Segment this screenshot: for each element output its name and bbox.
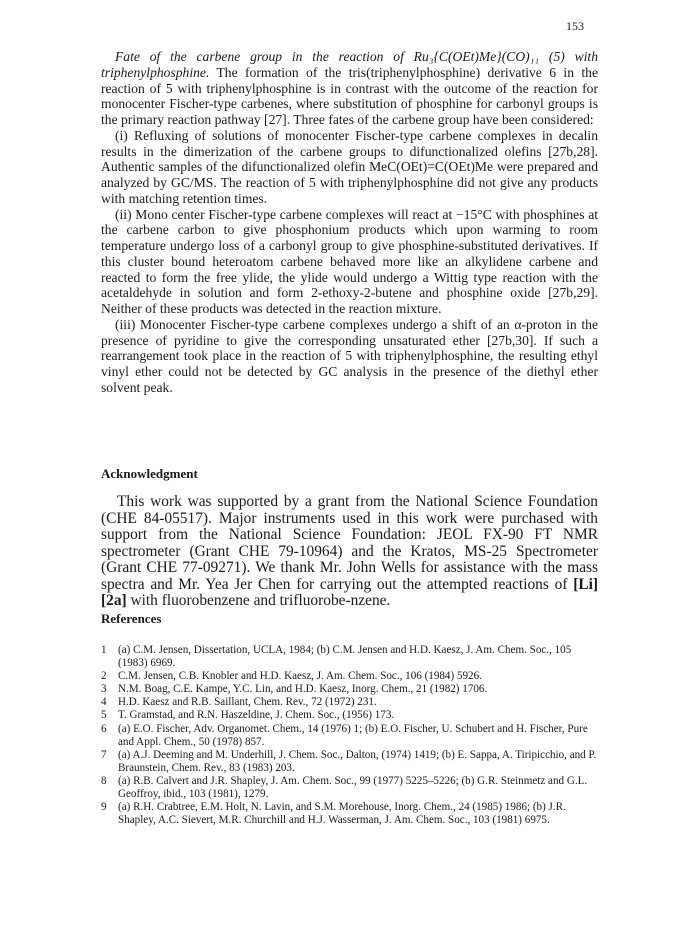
reference-item xyxy=(101,775,598,801)
reference-number: 3 xyxy=(101,683,107,696)
reference-number: 8 xyxy=(101,774,107,787)
reference-number: 5 xyxy=(101,709,107,722)
reference-item xyxy=(101,644,598,670)
acknowledgment-paragraph xyxy=(101,494,598,610)
reference-text: N.M. Boag, C.E. Kampe, Y.C. Lin, and H.D. Kaesz, Inorg. Chem., 21 (1982) 1706. xyxy=(118,683,488,696)
section-intro: The formation of the tris(triphenylphosphine) derivative 6 in the reaction of 5 with triphenylphosphine is in contrast with the outcome of the reaction for monocenter Fischer-type carbenes, where substitution of phosphine for carbonyl groups is the primary reaction pathway [27]. Three fates of the carbene group have been considered: xyxy=(101,64,598,127)
reference-text: C.M. Jensen, C.B. Knobler and H.D. Kaesz, J. Am. Chem. Soc., 106 (1984) 5926. xyxy=(118,670,482,683)
body-text xyxy=(101,49,598,396)
acknowledgment-heading: Acknowledgment xyxy=(101,466,198,481)
reference-text: H.D. Kaesz and R.B. Saillant, Chem. Rev., 72 (1972) 231. xyxy=(118,696,377,709)
reference-text: (a) E.O. Fischer, Adv. Organomet. Chem., 14 (1976) 1; (b) E.O. Fischer, U. Schubert and H. Fischer, Pure and Appl. Chem., 50 (1978) 857. xyxy=(118,722,588,748)
paragraph-iii: (iii) Monocenter Fischer-type carbene complexes undergo a shift of an α-proton in the presence of pyridine to give the corresponding unsaturated ether [27b,30]. If such a rearrangement took place in the reaction of 5 with triphenylphosphine, the resulting ethyl vinyl ether could not be detected by GC analysis in the presence of the diethyl ether solvent peak. xyxy=(101,316,598,395)
acknowledgment-compound: [Li][2a] xyxy=(101,575,598,609)
reference-item xyxy=(101,683,598,696)
page-number: 153 xyxy=(566,19,584,33)
acknowledgment-text-before: This work was supported by a grant from the National Science Foundation (CHE 84-05517). Major instruments used in this work were purchased with support from the National Science Foundation: JEOL FX-90 FT NMR spectrometer (Grant CHE 79-10964) and the Kratos, MS-25 Spectrometer (Grant CHE 77-09271). We thank Mr. John Wells for assistance with the mass spectra and Mr. Yea Jer Chen for carrying out the attempted reactions of xyxy=(101,493,598,593)
reference-item xyxy=(101,801,598,827)
reference-item xyxy=(101,709,598,722)
reference-text: (a) R.B. Calvert and J.R. Shapley, J. Am. Chem. Soc., 99 (1977) 5225–5226; (b) G.R. Steinmetz and G.L. Geoffroy, ibid., 103 (1981), 1279. xyxy=(118,774,588,801)
section-opening-paragraph xyxy=(101,49,598,128)
reference-item xyxy=(101,723,598,749)
acknowledgment-text xyxy=(101,494,598,610)
reference-text: (a) A.J. Deeming and M. Underhill, J. Chem. Soc., Dalton, (1974) 1419; (b) E. Sappa, A. Tiripicchio, and P. Braunstein, Chem. Rev., 83 (1983) 203. xyxy=(118,748,597,774)
reference-number: 7 xyxy=(101,748,107,761)
reference-number: 4 xyxy=(101,696,107,709)
reference-number: 2 xyxy=(101,670,107,683)
reference-number: 6 xyxy=(101,722,107,735)
reference-item xyxy=(101,749,598,775)
acknowledgment-text-after: with fluorobenzene and trifluorobe-nzene. xyxy=(126,592,391,609)
paragraph-ii: (ii) Mono center Fischer-type carbene complexes will react at −15°C with phosphines at the carbene carbon to give phosphonium products which upon warming to room temperature undergo loss of a carbonyl group to give phosphine-substituted derivatives. If this cluster bound heteroatom carbene behaved more like an alkylidene carbene and reacted to form the free ylide, the ylide would undergo a Wittig type reaction with the acetaldehyde in solution and form 2-ethoxy-2-butene and phosphine oxide [27b,29]. Neither of these products was detected in the reaction mixture. xyxy=(101,206,598,316)
reference-list xyxy=(101,644,598,827)
reference-item xyxy=(101,670,598,683)
reference-text: (a) C.M. Jensen, Dissertation, UCLA, 1984; (b) C.M. Jensen and H.D. Kaesz, J. Am. Chem. Soc., 105 (1983) 6969. xyxy=(118,644,572,670)
reference-number: 9 xyxy=(101,801,107,814)
section-title: Fate of the carbene group in the reaction of Ru₃{C(OEt)Me}(CO)₁₁ (5) with triphenylphosphine. xyxy=(101,49,598,80)
paragraph-i: (i) Refluxing of solutions of monocenter Fischer-type carbene complexes in decalin results in the dimerization of the carbene groups to difunctionalized olefins [27b,28]. Authentic samples of the difunctionalized olefin MeC(OEt)=C(OEt)Me were prepared and analyzed by GC/MS. The reaction of 5 with triphenylphosphine did not give any products with matching retention times. xyxy=(101,127,598,206)
reference-text: T. Gramstad, and R.N. Haszeldine, J. Chem. Soc., (1956) 173. xyxy=(118,709,395,722)
reference-number: 1 xyxy=(101,644,107,656)
reference-item xyxy=(101,696,598,709)
reference-text: (a) R.H. Crabtree, E.M. Holt, N. Lavin, and S.M. Morehouse, Inorg. Chem., 24 (1985) 1986; (b) J.R. Shapley, A.C. Sievert, M.R. Churchill and H.J. Wasserman, J. Am. Chem. Soc., 103 (1981) 6975. xyxy=(118,801,566,827)
references-heading: References xyxy=(101,611,162,626)
